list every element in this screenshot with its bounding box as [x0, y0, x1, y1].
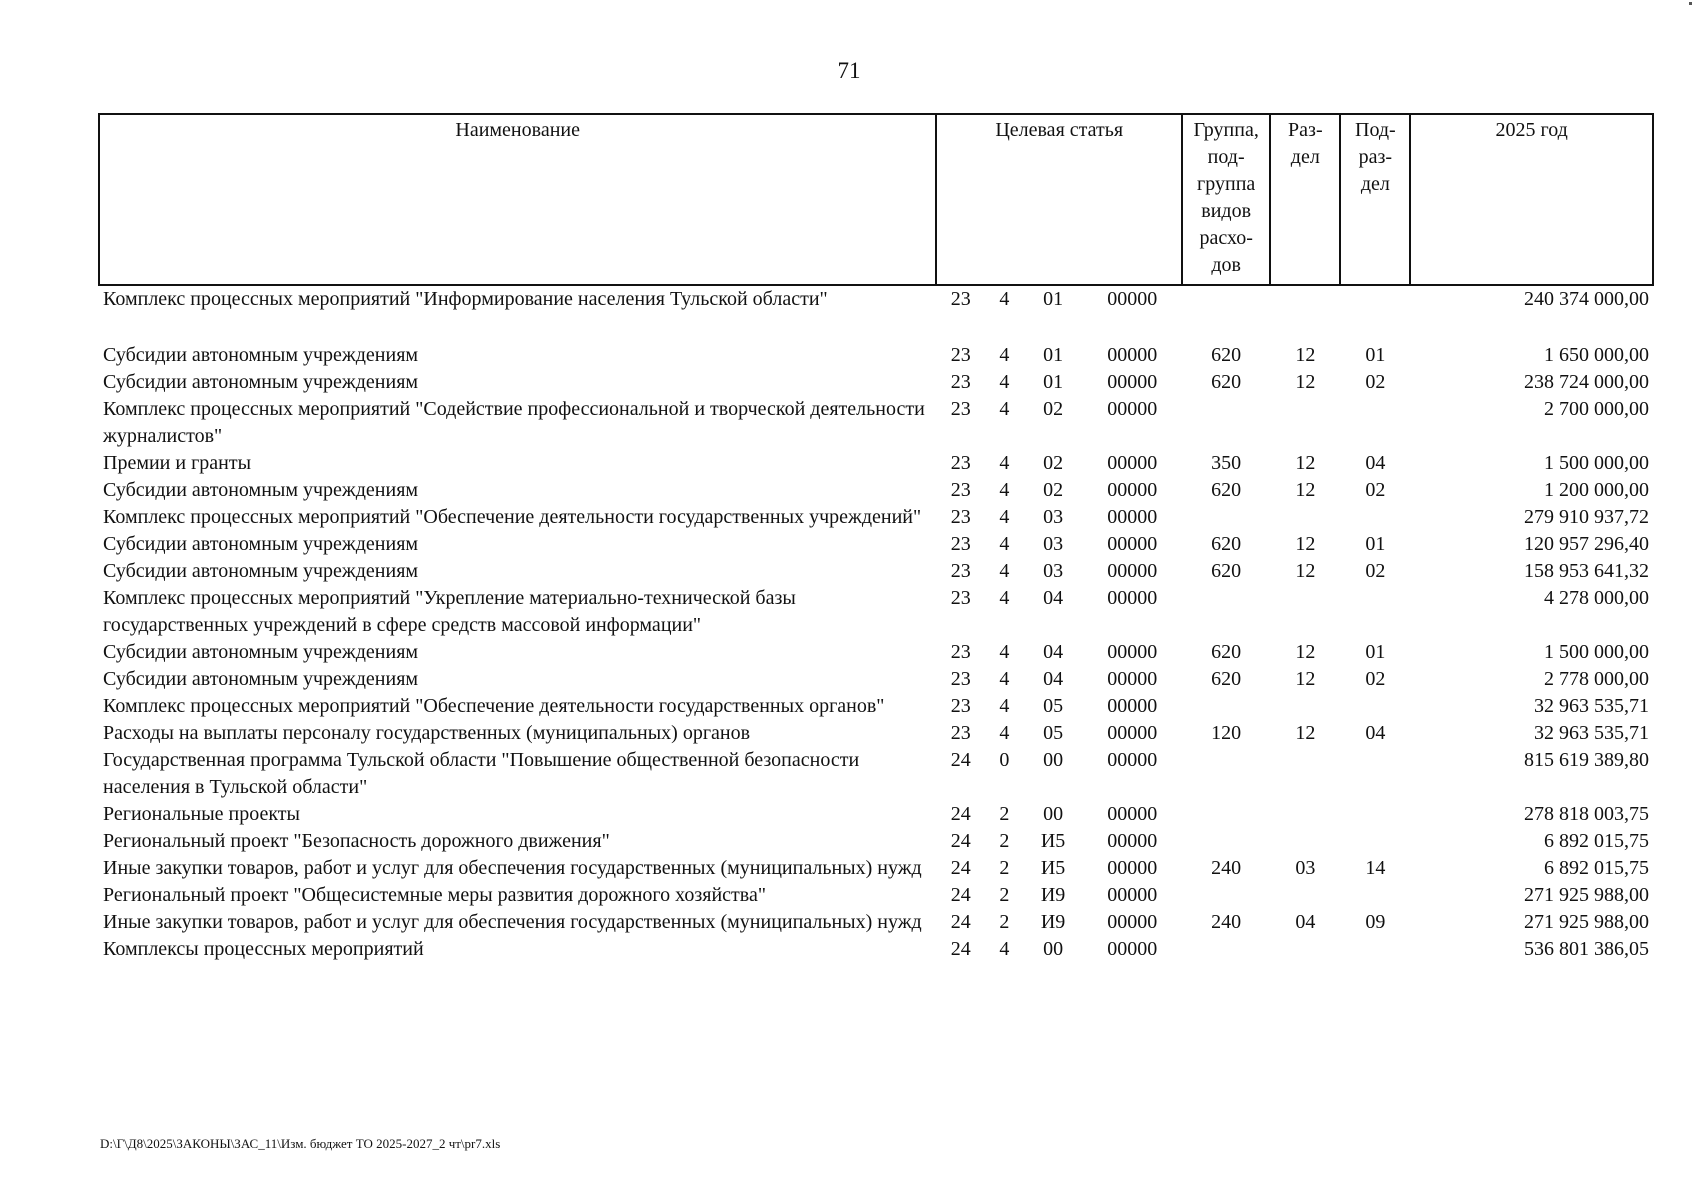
target-article-item: 04 [1043, 668, 1064, 690]
amount-2025: 4 278 000,00 [1544, 587, 1649, 609]
page-number: 71 [837, 58, 861, 83]
amount-2025: 240 374 000,00 [1524, 288, 1649, 310]
row-name: Комплекс процессных мероприятий "Укрепление материально-технической базы государственных учреждений в сфере средств массовой информации" [103, 587, 796, 636]
table-row [99, 909, 1653, 936]
target-article-program: 23 [950, 560, 971, 582]
amount-2025: 278 818 003,75 [1524, 803, 1649, 825]
expense-group: 620 [1211, 371, 1242, 393]
target-article-item: 03 [1043, 506, 1064, 528]
scan-speck [1689, 2, 1692, 5]
expense-group [1182, 882, 1270, 909]
target-article-item: И9 [1040, 911, 1066, 933]
subsection: 02 [1365, 560, 1386, 582]
target-article-item: 04 [1043, 587, 1064, 609]
target-article-program: 23 [950, 641, 971, 663]
target-article-item: 03 [1043, 560, 1064, 582]
subsection [1340, 747, 1410, 801]
amount-2025: 1 650 000,00 [1544, 344, 1649, 366]
expense-group [1182, 828, 1270, 855]
row-name: Премии и гранты [103, 452, 252, 474]
table-row [99, 855, 1653, 882]
row-name: Комплекс процессных мероприятий "Обеспечение деятельности государственных учреждений" [103, 506, 922, 528]
amount-2025: 815 619 389,80 [1524, 749, 1649, 771]
table-header [99, 114, 1653, 285]
expense-group: 240 [1211, 911, 1242, 933]
target-article-program: 24 [950, 857, 971, 879]
target-article-type: 4 [999, 587, 1010, 609]
row-name: Комплекс процессных мероприятий "Обеспечение деятельности государственных органов" [103, 695, 885, 717]
table-row [99, 450, 1653, 477]
subsection: 14 [1365, 857, 1386, 879]
section: 12 [1295, 344, 1316, 366]
row-name: Комплекс процессных мероприятий "Информирование населения Тульской области" [103, 288, 828, 310]
target-article-type: 2 [999, 857, 1010, 879]
target-article-item: 00 [1043, 803, 1064, 825]
expense-group: 240 [1211, 857, 1242, 879]
subsection [1340, 585, 1410, 639]
subsection [1340, 285, 1410, 342]
target-article-item: 02 [1043, 398, 1064, 420]
section [1270, 585, 1340, 639]
target-article-item: 05 [1043, 695, 1064, 717]
target-article-type: 4 [999, 371, 1010, 393]
expense-group: 350 [1211, 452, 1242, 474]
target-article-direction: 00000 [1107, 722, 1158, 744]
table-row [99, 585, 1653, 639]
amount-2025: 2 700 000,00 [1544, 398, 1649, 420]
subsection [1340, 504, 1410, 531]
target-article-direction: 00000 [1107, 938, 1158, 960]
expense-group [1182, 936, 1270, 963]
target-article-type: 4 [999, 560, 1010, 582]
target-article-item: 01 [1043, 344, 1064, 366]
target-article-item: И5 [1040, 857, 1066, 879]
target-article-program: 23 [950, 398, 971, 420]
amount-2025: 2 778 000,00 [1544, 668, 1649, 690]
amount-2025: 6 892 015,75 [1544, 857, 1649, 879]
amount-2025: 120 957 296,40 [1524, 533, 1649, 555]
target-article-type: 4 [999, 506, 1010, 528]
amount-2025: 1 500 000,00 [1544, 641, 1649, 663]
target-article-program: 23 [950, 668, 971, 690]
table-row [99, 558, 1653, 585]
subsection: 04 [1365, 722, 1386, 744]
header-name: Наименование [99, 114, 936, 285]
expense-group: 620 [1211, 560, 1242, 582]
target-article-type: 2 [999, 830, 1010, 852]
target-article-program: 23 [950, 695, 971, 717]
target-article-type: 4 [999, 479, 1010, 501]
header-expense-group: Группа, под- группа видов расхо- дов [1182, 114, 1270, 285]
section: 04 [1295, 911, 1316, 933]
target-article-direction: 00000 [1107, 533, 1158, 555]
expense-group: 620 [1211, 533, 1242, 555]
subsection: 01 [1365, 533, 1386, 555]
amount-2025: 536 801 386,05 [1524, 938, 1649, 960]
subsection: 02 [1365, 371, 1386, 393]
section: 12 [1295, 479, 1316, 501]
target-article-program: 23 [950, 371, 971, 393]
table-row [99, 504, 1653, 531]
target-article-type: 4 [999, 722, 1010, 744]
amount-2025: 1 200 000,00 [1544, 479, 1649, 501]
target-article-direction: 00000 [1107, 479, 1158, 501]
expense-group: 620 [1211, 641, 1242, 663]
row-name: Региональные проекты [103, 803, 300, 825]
expense-group [1182, 693, 1270, 720]
section: 12 [1295, 371, 1316, 393]
table-row [99, 828, 1653, 855]
target-article-direction: 00000 [1107, 344, 1158, 366]
section [1270, 828, 1340, 855]
amount-2025: 1 500 000,00 [1544, 452, 1649, 474]
target-article-program: 24 [950, 884, 971, 906]
amount-2025: 271 925 988,00 [1524, 911, 1649, 933]
section [1270, 504, 1340, 531]
amount-2025: 158 953 641,32 [1524, 560, 1649, 582]
target-article-program: 23 [950, 587, 971, 609]
subsection: 02 [1365, 668, 1386, 690]
section: 12 [1295, 722, 1316, 744]
target-article-type: 2 [999, 803, 1010, 825]
header-section: Раз- дел [1270, 114, 1340, 285]
section: 12 [1295, 452, 1316, 474]
amount-2025: 32 963 535,71 [1534, 722, 1649, 744]
expense-group [1182, 396, 1270, 450]
expense-group: 620 [1211, 344, 1242, 366]
target-article-program: 23 [950, 533, 971, 555]
target-article-direction: 00000 [1107, 506, 1158, 528]
row-name: Региональный проект "Общесистемные меры развития дорожного хозяйства" [103, 884, 766, 906]
target-article-direction: 00000 [1107, 830, 1158, 852]
row-name: Субсидии автономным учреждениям [103, 560, 419, 582]
target-article-item: 00 [1043, 938, 1064, 960]
header-target-article: Целевая статья [936, 114, 1182, 285]
target-article-program: 23 [950, 344, 971, 366]
table-row [99, 396, 1653, 450]
table-body [99, 285, 1653, 963]
section [1270, 396, 1340, 450]
row-name: Субсидии автономным учреждениям [103, 344, 419, 366]
amount-2025: 279 910 937,72 [1524, 506, 1649, 528]
table-row [99, 693, 1653, 720]
target-article-direction: 00000 [1107, 884, 1158, 906]
target-article-program: 23 [950, 479, 971, 501]
target-article-direction: 00000 [1107, 911, 1158, 933]
target-article-program: 23 [950, 506, 971, 528]
subsection: 09 [1365, 911, 1386, 933]
subsection: 01 [1365, 344, 1386, 366]
target-article-item: 02 [1043, 452, 1064, 474]
expense-group [1182, 285, 1270, 342]
row-name: Субсидии автономным учреждениям [103, 479, 419, 501]
row-name: Государственная программа Тульской области "Повышение общественной безопасности населения в Тульской области" [103, 749, 860, 798]
table-row [99, 720, 1653, 747]
target-article-program: 24 [950, 749, 971, 771]
target-article-item: 01 [1043, 371, 1064, 393]
target-article-type: 4 [999, 452, 1010, 474]
subsection: 02 [1365, 479, 1386, 501]
target-article-item: 03 [1043, 533, 1064, 555]
section [1270, 936, 1340, 963]
file-path-footer: D:\Г\Д8\2025\ЗАКОНЫ\ЗАС_11\Изм. бюджет ТО 2025-2027_2 чт\pr7.xls [100, 1136, 501, 1151]
section: 03 [1295, 857, 1316, 879]
subsection [1340, 936, 1410, 963]
target-article-direction: 00000 [1107, 371, 1158, 393]
target-article-direction: 00000 [1107, 560, 1158, 582]
target-article-direction: 00000 [1107, 452, 1158, 474]
target-article-type: 4 [999, 398, 1010, 420]
header-subsection: Под- раз- дел [1340, 114, 1410, 285]
target-article-type: 4 [999, 533, 1010, 555]
table-row [99, 639, 1653, 666]
table-row [99, 747, 1653, 801]
target-article-direction: 00000 [1107, 587, 1158, 609]
amount-2025: 6 892 015,75 [1544, 830, 1649, 852]
subsection [1340, 801, 1410, 828]
header-year: 2025 год [1410, 114, 1653, 285]
section: 12 [1295, 668, 1316, 690]
subsection [1340, 693, 1410, 720]
target-article-type: 2 [999, 884, 1010, 906]
target-article-direction: 00000 [1107, 398, 1158, 420]
target-article-direction: 00000 [1107, 803, 1158, 825]
table-row [99, 801, 1653, 828]
section: 12 [1295, 533, 1316, 555]
target-article-type: 4 [999, 641, 1010, 663]
target-article-item: 00 [1043, 749, 1064, 771]
expense-group [1182, 801, 1270, 828]
target-article-type: 4 [999, 344, 1010, 366]
target-article-direction: 00000 [1107, 695, 1158, 717]
target-article-item: 02 [1043, 479, 1064, 501]
table-row [99, 936, 1653, 963]
subsection [1340, 396, 1410, 450]
expense-group: 620 [1211, 479, 1242, 501]
target-article-type: 4 [999, 938, 1010, 960]
table-row [99, 531, 1653, 558]
row-name: Субсидии автономным учреждениям [103, 641, 419, 663]
table-row [99, 666, 1653, 693]
row-name: Комплексы процессных мероприятий [103, 938, 424, 960]
target-article-item: 01 [1043, 288, 1064, 310]
expense-group [1182, 504, 1270, 531]
expense-group: 620 [1211, 668, 1242, 690]
target-article-program: 23 [950, 452, 971, 474]
amount-2025: 271 925 988,00 [1524, 884, 1649, 906]
target-article-item: 05 [1043, 722, 1064, 744]
target-article-program: 24 [950, 911, 971, 933]
table-row [99, 882, 1653, 909]
table-row [99, 342, 1653, 369]
row-name: Иные закупки товаров, работ и услуг для обеспечения государственных (муниципальных) нужд [103, 911, 922, 933]
target-article-item: И5 [1040, 830, 1066, 852]
row-name: Иные закупки товаров, работ и услуг для обеспечения государственных (муниципальных) нужд [103, 857, 922, 879]
target-article-program: 23 [950, 722, 971, 744]
table-row [99, 285, 1653, 342]
target-article-program: 24 [950, 803, 971, 825]
target-article-direction: 00000 [1107, 857, 1158, 879]
row-name: Субсидии автономным учреждениям [103, 668, 419, 690]
target-article-program: 24 [950, 938, 971, 960]
target-article-program: 24 [950, 830, 971, 852]
section [1270, 285, 1340, 342]
section [1270, 747, 1340, 801]
row-name: Региональный проект "Безопасность дорожного движения" [103, 830, 610, 852]
expense-group: 120 [1211, 722, 1242, 744]
row-name: Расходы на выплаты персоналу государственных (муниципальных) органов [103, 722, 751, 744]
subsection [1340, 828, 1410, 855]
subsection [1340, 882, 1410, 909]
target-article-item: И9 [1040, 884, 1066, 906]
row-name: Субсидии автономным учреждениям [103, 533, 419, 555]
amount-2025: 238 724 000,00 [1524, 371, 1649, 393]
subsection: 01 [1365, 641, 1386, 663]
target-article-direction: 00000 [1107, 641, 1158, 663]
table-row [99, 477, 1653, 504]
row-name: Комплекс процессных мероприятий "Содействие профессиональной и творческой деятельности журналистов" [103, 398, 925, 447]
target-article-type: 4 [999, 288, 1010, 310]
section: 12 [1295, 641, 1316, 663]
section: 12 [1295, 560, 1316, 582]
target-article-direction: 00000 [1107, 288, 1158, 310]
subsection: 04 [1365, 452, 1386, 474]
section [1270, 801, 1340, 828]
target-article-direction: 00000 [1107, 749, 1158, 771]
target-article-type: 4 [999, 695, 1010, 717]
section [1270, 693, 1340, 720]
expense-group [1182, 585, 1270, 639]
target-article-type: 4 [999, 668, 1010, 690]
budget-table [98, 113, 1654, 963]
table-row [99, 369, 1653, 396]
expense-group [1182, 747, 1270, 801]
target-article-item: 04 [1043, 641, 1064, 663]
target-article-program: 23 [950, 288, 971, 310]
row-name: Субсидии автономным учреждениям [103, 371, 419, 393]
amount-2025: 32 963 535,71 [1534, 695, 1649, 717]
target-article-type: 0 [999, 749, 1010, 771]
section [1270, 882, 1340, 909]
target-article-type: 2 [999, 911, 1010, 933]
target-article-direction: 00000 [1107, 668, 1158, 690]
